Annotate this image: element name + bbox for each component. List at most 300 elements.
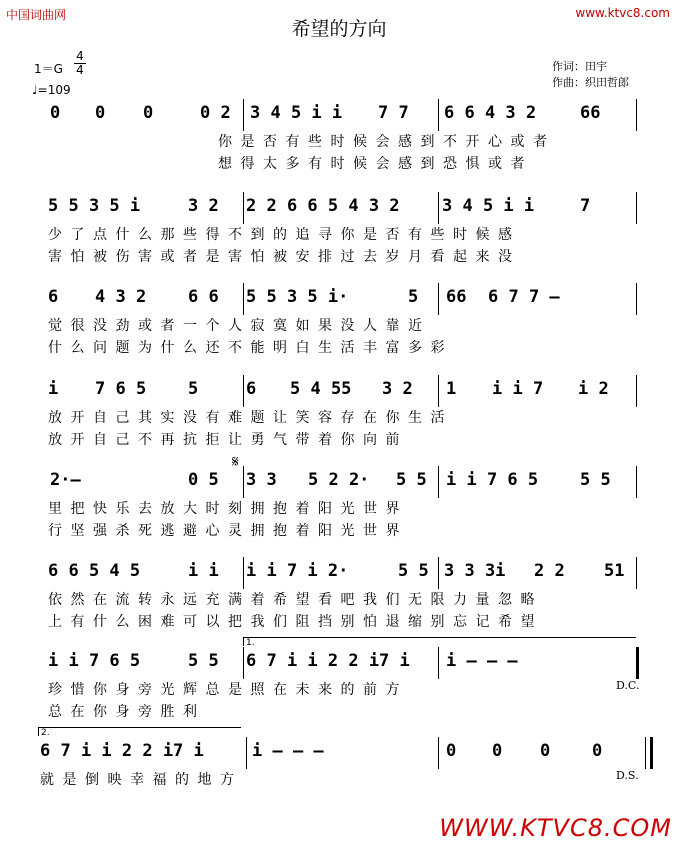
- lyric-char: 会: [375, 134, 390, 150]
- lyric-char: 你: [340, 432, 355, 448]
- lyric-char: 流: [115, 592, 130, 608]
- lyric-char: 可: [183, 614, 197, 630]
- note-group: i 2: [578, 379, 609, 399]
- lyric-char: 拥: [250, 501, 265, 517]
- note-group: 6 7 7 –: [488, 287, 560, 307]
- lyric-char: 时: [330, 156, 345, 172]
- lyric-char: 感: [398, 134, 412, 150]
- song-title: 希望的方向: [291, 18, 387, 40]
- note-group: 3 4 5 i i: [250, 103, 343, 123]
- lyric-char: 有: [308, 156, 322, 172]
- lyric-char: 旁: [138, 682, 152, 698]
- lyric-char: 界: [385, 501, 400, 517]
- lyric-char: 能: [250, 340, 265, 356]
- lyric-row: [0, 131, 678, 151]
- lyric-char: 带: [295, 432, 310, 448]
- lyric-char: 来: [318, 682, 332, 698]
- lyric-char: 排: [318, 249, 332, 265]
- note-group: 5: [408, 287, 419, 307]
- lyric-char: 么: [70, 340, 85, 356]
- lyric-char: 时: [205, 501, 220, 517]
- note-group: 0: [492, 741, 503, 761]
- lyric-char: 没: [498, 249, 512, 265]
- lyric-char: 强: [93, 523, 107, 539]
- lyric-char: 避: [183, 523, 197, 539]
- note-group: 5 5 3 5 i·: [246, 287, 349, 307]
- composer-credit: 作曲：织田哲郎: [552, 76, 629, 89]
- lyric-char: 生: [318, 340, 332, 356]
- lyric-char: 觉: [48, 318, 62, 334]
- lyric-char: 大: [183, 501, 197, 517]
- note-group: i i 7 6 5: [446, 470, 539, 490]
- lyric-char: 感: [498, 227, 512, 243]
- lyric-char: 逃: [160, 523, 175, 539]
- notes-row: [0, 287, 678, 309]
- separator-barline: [438, 737, 439, 769]
- lyric-char: 乐: [115, 501, 130, 517]
- lyric-char: 果: [318, 318, 332, 334]
- bar-line: [243, 466, 244, 498]
- lyric-char: 前: [363, 682, 377, 698]
- lyric-char: 坚: [70, 523, 85, 539]
- lyric-row: [0, 429, 678, 449]
- bar-line: [243, 375, 244, 407]
- lyric-char: 题: [250, 410, 265, 426]
- lyric-char: 就: [40, 772, 54, 788]
- lyric-char: 得: [240, 156, 255, 172]
- score-line: [0, 379, 678, 459]
- bar-line: [438, 192, 439, 224]
- lyric-char: 者: [183, 249, 197, 265]
- bar-line: [438, 557, 439, 589]
- lyric-char: 是: [62, 772, 77, 788]
- lyric-char: 再: [160, 432, 175, 448]
- lyric-char: 否: [263, 134, 277, 150]
- lyric-char: 为: [138, 340, 152, 356]
- notes-row: [0, 379, 678, 401]
- lyric-char: 利: [183, 704, 197, 720]
- note-group: 6 7 i i 2 2 i7 i: [246, 651, 410, 671]
- lyric-char: 光: [160, 682, 175, 698]
- note-group: i i: [188, 561, 219, 581]
- lyric-char: 着: [295, 501, 310, 517]
- lyric-char: 是: [363, 227, 377, 243]
- score-line: [0, 638, 678, 731]
- lyric-char: 把: [228, 614, 242, 630]
- note-group: 0: [592, 741, 603, 761]
- lyric-char: 缩: [408, 614, 422, 630]
- time-signature: [74, 50, 86, 77]
- lyric-row: [0, 407, 678, 427]
- lyric-char: 阳: [318, 523, 332, 539]
- lyric-char: 勇: [250, 432, 265, 448]
- note-group: 3 2: [188, 196, 219, 216]
- lyric-char: 然: [70, 592, 85, 608]
- note-group: 2·–: [50, 470, 81, 490]
- lyric-char: 惧: [465, 156, 480, 172]
- lyric-char: 个: [205, 318, 220, 334]
- lyric-char: 怕: [70, 249, 85, 265]
- key-signature: 1＝G: [34, 62, 63, 76]
- lyric-char: 前: [385, 432, 400, 448]
- note-group: 7 6 5: [95, 379, 147, 399]
- score-line: [0, 561, 678, 641]
- tempo-marking: ♩=109: [32, 83, 71, 97]
- lyric-char: 到: [250, 227, 265, 243]
- note-group: 66: [580, 103, 601, 123]
- note-group: 0: [446, 741, 457, 761]
- lyric-char: 看: [430, 249, 445, 265]
- lyric-char: 害: [48, 249, 62, 265]
- note-group: 5 5: [398, 561, 429, 581]
- lyric-char: 时: [330, 134, 345, 150]
- lyric-char: 心: [488, 134, 502, 150]
- note-group: 5 5: [396, 470, 427, 490]
- lyric-char: 辉: [183, 682, 197, 698]
- note-group: 3 3: [246, 470, 277, 490]
- lyric-char: 富: [385, 340, 400, 356]
- lyric-char: 存: [340, 410, 355, 426]
- bar-line-end: [636, 466, 637, 498]
- lyric-char: 到: [420, 134, 435, 150]
- lyric-char: 灵: [228, 523, 242, 539]
- lyric-char: 什: [93, 614, 107, 630]
- bar-line: [243, 283, 244, 315]
- volta-bracket: 1.: [243, 637, 636, 646]
- note-group: i i 7 6 5: [48, 651, 141, 671]
- lyric-char: 寞: [273, 318, 287, 334]
- lyric-char: 把: [70, 501, 85, 517]
- lyric-char: 彩: [430, 340, 445, 356]
- lyric-char: 方: [385, 682, 400, 698]
- lyric-char: 着: [250, 592, 265, 608]
- lyric-char: 刻: [228, 501, 242, 517]
- final-barline: [650, 737, 653, 769]
- note-group: 51: [604, 561, 625, 581]
- lyric-char: 以: [205, 614, 220, 630]
- note-group: 5: [188, 379, 199, 399]
- lyric-char: 总: [205, 682, 220, 698]
- lyric-char: 如: [295, 318, 310, 334]
- repeat-barline: [636, 647, 639, 679]
- lyric-char: 你: [93, 704, 107, 720]
- lyric-char: 在: [93, 592, 107, 608]
- lyric-char: 生: [408, 410, 422, 426]
- lyric-char: 很: [70, 318, 85, 334]
- notes-row: [0, 196, 678, 218]
- lyric-char: 未: [295, 682, 310, 698]
- lyric-char: 别: [340, 614, 355, 630]
- lyric-char: 问: [93, 340, 107, 356]
- lyric-char: 充: [205, 592, 220, 608]
- lyric-char: 是: [205, 249, 220, 265]
- lyric-char: 满: [228, 592, 242, 608]
- bar-line: [438, 647, 439, 679]
- repeat-mark: D.C.: [616, 679, 640, 692]
- lyric-char: 身: [115, 682, 130, 698]
- lyric-char: 光: [340, 523, 355, 539]
- lyric-row: [0, 611, 678, 631]
- lyric-char: 着: [295, 523, 310, 539]
- lyric-char: 者: [160, 318, 175, 334]
- lyric-char: 依: [48, 592, 62, 608]
- lyric-char: 永: [160, 592, 175, 608]
- lyric-char: 地: [197, 772, 212, 788]
- lyric-char: 世: [363, 523, 377, 539]
- lyric-char: 白: [295, 340, 310, 356]
- lyric-char: 或: [510, 134, 525, 150]
- lyric-char: 或: [160, 249, 175, 265]
- lyric-char: 追: [295, 227, 310, 243]
- lyric-char: 明: [273, 340, 287, 356]
- lyric-row: [0, 315, 678, 335]
- note-group: 3 4 5 i i: [442, 196, 535, 216]
- lyric-char: 看: [318, 592, 332, 608]
- lyric-char: 快: [93, 501, 107, 517]
- lyric-char: 死: [138, 523, 152, 539]
- lyric-char: 时: [453, 227, 467, 243]
- lyric-char: 们: [385, 592, 400, 608]
- lyricist-credit: 作词：田宇: [552, 60, 607, 73]
- lyric-char: 我: [363, 592, 377, 608]
- bar-line-end: [636, 557, 637, 589]
- lyric-char: 量: [475, 592, 490, 608]
- note-group: 4 3 2: [95, 287, 147, 307]
- lyric-char: 你: [93, 682, 107, 698]
- lyric-char: 让: [228, 432, 242, 448]
- note-group: 5 5: [580, 470, 611, 490]
- lyric-char: 么: [138, 227, 152, 243]
- lyric-char: 不: [138, 432, 152, 448]
- lyric-char: 怕: [363, 614, 377, 630]
- lyric-char: 开: [70, 432, 85, 448]
- lyric-char: 己: [115, 410, 130, 426]
- note-group: i – – –: [252, 741, 324, 761]
- lyric-char: 记: [475, 614, 490, 630]
- lyric-char: 幸: [130, 772, 144, 788]
- lyric-row: [0, 498, 678, 518]
- lyric-char: 没: [93, 318, 107, 334]
- lyric-char: 放: [160, 501, 175, 517]
- lyric-char: 拒: [205, 432, 220, 448]
- note-group: 6 6 5 4 5: [48, 561, 141, 581]
- lyric-char: 么: [183, 340, 197, 356]
- bar-line: [243, 647, 244, 679]
- note-group: 66: [446, 287, 467, 307]
- lyric-char: 抱: [273, 523, 287, 539]
- lyric-char: 光: [340, 501, 355, 517]
- score-line: [0, 287, 678, 367]
- lyric-char: 人: [363, 318, 377, 334]
- bar-line-end: [636, 283, 637, 315]
- lyric-char: 什: [48, 340, 62, 356]
- note-group: 5 4 55: [290, 379, 352, 399]
- lyric-char: 阻: [295, 614, 310, 630]
- lyric-char: 笑: [295, 410, 310, 426]
- bar-line-end: [636, 99, 637, 131]
- lyric-row: [0, 153, 678, 173]
- note-group: 6: [48, 287, 59, 307]
- lyric-char: 有: [285, 134, 300, 150]
- lyric-char: 被: [273, 249, 287, 265]
- lyric-char: 题: [115, 340, 130, 356]
- lyric-char: 在: [273, 682, 287, 698]
- note-group: 5 5: [188, 651, 219, 671]
- lyric-row: [0, 701, 678, 721]
- lyric-char: 或: [488, 156, 502, 172]
- lyric-char: 阳: [318, 501, 332, 517]
- lyric-char: 困: [138, 614, 152, 630]
- lyric-char: 怕: [250, 249, 265, 265]
- lyric-char: 一: [183, 318, 197, 334]
- lyric-char: 挡: [318, 614, 332, 630]
- lyric-char: 行: [48, 523, 62, 539]
- bar-line: [438, 375, 439, 407]
- score-line: [0, 196, 678, 276]
- bar-line: [243, 192, 244, 224]
- lyric-char: 被: [93, 249, 107, 265]
- score-line: [0, 728, 678, 821]
- notes-row: [0, 651, 678, 673]
- site-name-left: 中国词曲网: [6, 8, 67, 22]
- lyric-char: 什: [160, 340, 175, 356]
- lyric-char: 不: [443, 134, 457, 150]
- lyric-char: 实: [160, 410, 175, 426]
- lyric-char: 难: [228, 410, 242, 426]
- lyric-row: [0, 224, 678, 244]
- lyric-char: 限: [430, 592, 445, 608]
- lyric-char: 去: [363, 249, 377, 265]
- lyric-char: 点: [93, 227, 107, 243]
- lyric-char: 想: [218, 156, 232, 172]
- lyric-char: 有: [205, 410, 220, 426]
- lyric-char: 望: [295, 592, 310, 608]
- lyric-char: 希: [498, 614, 512, 630]
- note-group: 0: [50, 103, 61, 123]
- notes-row: [0, 103, 678, 125]
- note-group: 0: [143, 103, 154, 123]
- lyric-char: 丰: [363, 340, 377, 356]
- lyric-char: 在: [70, 704, 85, 720]
- lyric-char: 的: [273, 227, 287, 243]
- lyric-char: 身: [115, 704, 130, 720]
- lyric-char: 感: [398, 156, 412, 172]
- lyric-char: 希: [273, 592, 287, 608]
- lyric-char: 力: [453, 592, 467, 608]
- lyric-char: 多: [408, 340, 422, 356]
- lyric-char: 近: [408, 318, 422, 334]
- lyric-char: 胜: [160, 704, 175, 720]
- lyric-char: 了: [70, 227, 85, 243]
- lyric-char: 难: [160, 614, 175, 630]
- lyric-char: 向: [363, 432, 377, 448]
- lyric-row: [0, 337, 678, 357]
- volta-bracket: 2.: [38, 727, 241, 736]
- lyric-char: 到: [420, 156, 435, 172]
- lyric-char: 还: [205, 340, 220, 356]
- lyric-char: 少: [48, 227, 62, 243]
- lyric-char: 靠: [385, 318, 400, 334]
- lyric-char: 放: [48, 410, 62, 426]
- lyric-char: 有: [408, 227, 422, 243]
- lyric-char: 恐: [443, 156, 457, 172]
- lyric-char: 月: [408, 249, 422, 265]
- lyric-char: 是: [240, 134, 255, 150]
- lyric-char: 那: [160, 227, 175, 243]
- lyric-char: 容: [318, 410, 332, 426]
- lyric-char: 转: [138, 592, 152, 608]
- lyric-char: 望: [520, 614, 535, 630]
- lyric-char: 不: [228, 340, 242, 356]
- lyric-row: [0, 520, 678, 540]
- lyric-char: 人: [228, 318, 242, 334]
- lyric-char: 寻: [318, 227, 332, 243]
- lyric-char: 劲: [115, 318, 130, 334]
- lyric-char: 你: [218, 134, 232, 150]
- lyric-char: 些: [183, 227, 197, 243]
- lyric-char: 安: [295, 249, 310, 265]
- note-group: 0: [540, 741, 551, 761]
- bar-line: [243, 557, 244, 589]
- bar-line: [246, 737, 247, 769]
- time-signature-bottom: 4: [74, 63, 86, 77]
- lyric-char: 的: [175, 772, 189, 788]
- repeat-mark: D.S.: [616, 769, 639, 782]
- lyric-char: 些: [308, 134, 322, 150]
- note-group: 3 3 3i: [444, 561, 506, 581]
- segno-sign: 𝄋: [232, 452, 239, 471]
- lyric-char: 会: [375, 156, 390, 172]
- lyric-char: 珍: [48, 682, 62, 698]
- lyric-char: 来: [475, 249, 490, 265]
- note-group: 5 2 2·: [308, 470, 370, 490]
- lyric-char: 气: [273, 432, 287, 448]
- note-group: i: [48, 379, 59, 399]
- note-group: 6 6: [188, 287, 219, 307]
- lyric-char: 倒: [85, 772, 99, 788]
- watermark-logo: WWW.KTVC8.COM: [439, 814, 672, 842]
- time-signature-top: 4: [76, 49, 84, 63]
- lyric-char: 杀: [115, 523, 130, 539]
- lyric-char: 伤: [115, 249, 130, 265]
- lyric-char: 忘: [453, 614, 467, 630]
- lyric-char: 不: [228, 227, 242, 243]
- lyric-char: 略: [520, 592, 535, 608]
- lyric-char: 我: [250, 614, 265, 630]
- bar-line: [243, 99, 244, 131]
- lyric-char: 旁: [138, 704, 152, 720]
- lyric-char: 的: [340, 682, 355, 698]
- note-group: 6 6 4 3 2: [444, 103, 537, 123]
- note-group: i i 7: [492, 379, 544, 399]
- lyric-row: [0, 769, 678, 789]
- lyric-char: 么: [115, 614, 130, 630]
- lyric-char: 照: [250, 682, 265, 698]
- lyric-char: 福: [152, 772, 167, 788]
- note-group: 2 2 6 6 5 4 3 2: [246, 196, 400, 216]
- lyric-char: 是: [228, 682, 242, 698]
- lyric-char: 放: [48, 432, 62, 448]
- lyric-char: 候: [353, 156, 367, 172]
- lyric-char: 吧: [340, 592, 355, 608]
- lyric-char: 什: [115, 227, 130, 243]
- final-barline-thin: [645, 737, 646, 769]
- notes-row: [0, 470, 678, 492]
- lyric-char: 起: [453, 249, 467, 265]
- bar-line: [438, 283, 439, 315]
- lyric-char: 你: [340, 227, 355, 243]
- lyric-char: 退: [385, 614, 400, 630]
